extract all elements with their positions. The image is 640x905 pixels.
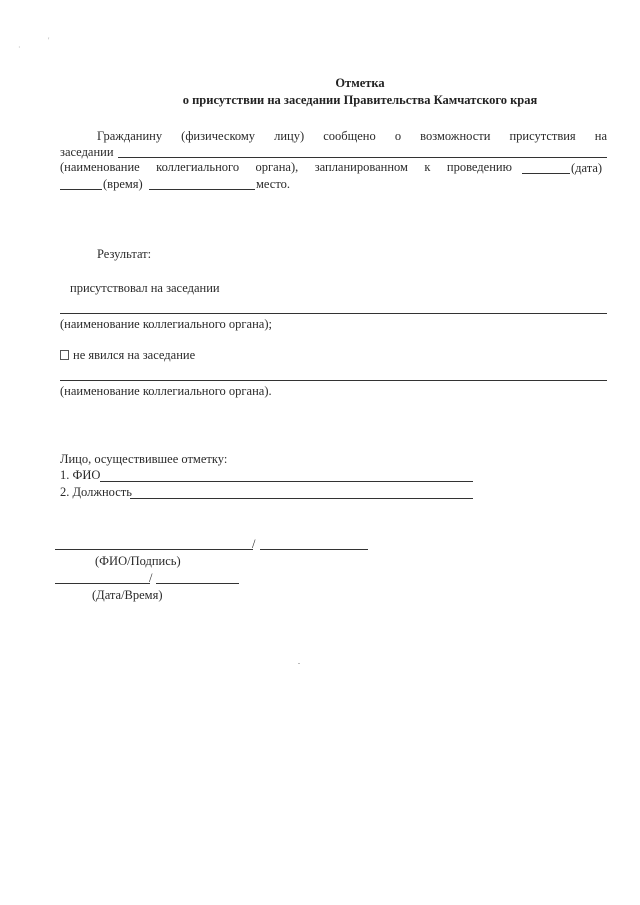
attended-option xyxy=(70,280,220,296)
word: запланированном xyxy=(314,160,408,174)
result-label: Результат: xyxy=(97,247,152,261)
signature-blank[interactable] xyxy=(260,549,368,550)
scan-speck: · xyxy=(18,43,21,52)
attended-text: присутствовал на заседании xyxy=(70,281,220,295)
marker-label: Лицо, осуществившее отметку: xyxy=(60,452,228,466)
date-slash: / xyxy=(149,571,153,585)
fio-signature-blank[interactable] xyxy=(55,549,253,550)
place-blank[interactable] xyxy=(149,189,255,190)
fio-signature-caption: (ФИО/Подпись) xyxy=(95,554,181,568)
word: сообщено xyxy=(323,129,376,143)
not-attended-organ-blank[interactable] xyxy=(60,380,607,381)
time-signed-blank[interactable] xyxy=(156,583,239,584)
fio-blank[interactable] xyxy=(100,481,473,482)
notice-line-2 xyxy=(60,144,114,160)
word: органа), xyxy=(255,160,299,174)
attended-organ-blank[interactable] xyxy=(60,313,607,314)
date-time-caption: (Дата/Время) xyxy=(92,588,163,602)
scan-speck xyxy=(298,663,300,664)
organ-caption-2: (наименование коллегиального органа). xyxy=(60,384,272,398)
place-caption: место. xyxy=(256,177,290,191)
word: к xyxy=(424,160,431,174)
date-caption: (дата) xyxy=(571,161,603,175)
notice-line-1 xyxy=(97,129,607,144)
position-label: 2. Должность xyxy=(60,485,132,499)
position-blank[interactable] xyxy=(130,498,473,499)
notice-line-3 xyxy=(60,160,512,175)
word: лицу) xyxy=(274,129,305,143)
signature-slash: / xyxy=(252,537,256,551)
word: Гражданину xyxy=(97,129,163,143)
organ-caption-1: (наименование коллегиального органа); xyxy=(60,317,272,331)
word: о xyxy=(394,129,402,143)
document-subtitle: о присутствии на заседании Правительства Камчатского края xyxy=(182,93,538,107)
fio-label: 1. ФИО xyxy=(60,468,101,482)
word: коллегиального xyxy=(156,160,240,174)
date-signed-blank[interactable] xyxy=(55,583,150,584)
word: проведению xyxy=(446,160,512,174)
not-attended-checkbox[interactable] xyxy=(60,350,69,360)
scan-speck: ' xyxy=(48,36,50,45)
word: (наименование xyxy=(60,160,140,174)
not-attended-option xyxy=(60,347,195,363)
not-attended-text: не явился на заседание xyxy=(73,348,196,362)
word: присутствия xyxy=(509,129,576,143)
word: возможности xyxy=(420,129,491,143)
document-title: Отметка xyxy=(335,76,385,90)
date-blank[interactable] xyxy=(522,173,570,174)
time-caption: (время) xyxy=(103,177,143,191)
meeting-label: заседании xyxy=(60,145,114,159)
word: на xyxy=(594,129,607,143)
meeting-blank[interactable] xyxy=(118,157,607,158)
time-blank[interactable] xyxy=(60,189,102,190)
word: (физическому xyxy=(181,129,256,143)
